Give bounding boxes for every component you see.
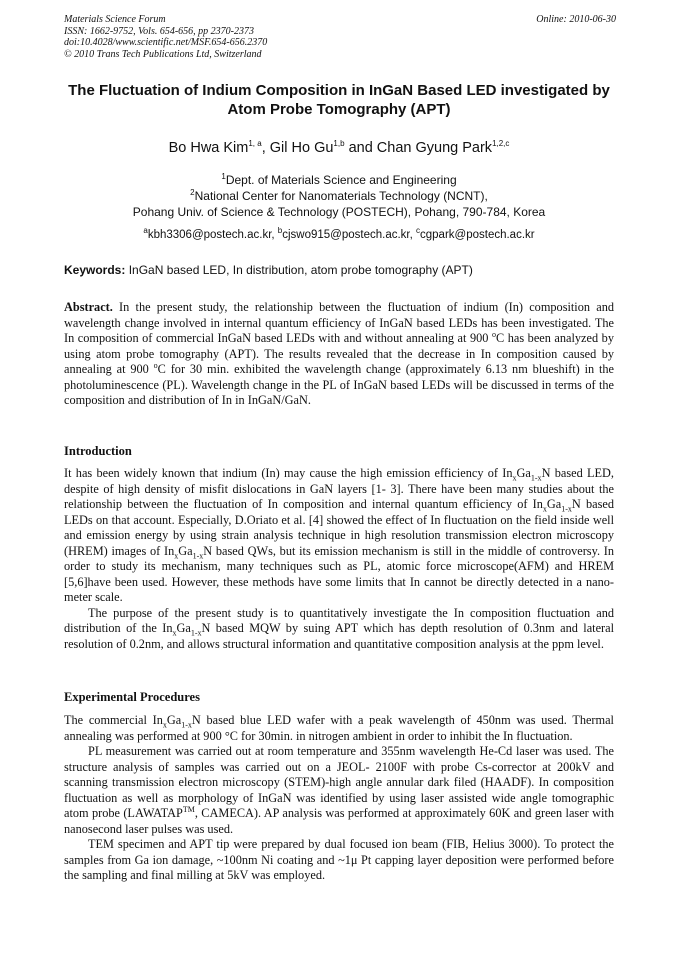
abstract: Abstract. In the present study, the relationship between the fluctuation of indium (In) composition and wavelength change involved in internal quantum efficiency of InGaN based LEDs has been investigated. The In composition of commercial InGaN based LEDs with and without annealing at 900 $^o$C has been analyzed by using atom probe tomography (APT). The results revealed that the decrease in In composition caused by annealing at 900 $^o$C for 30 min. exhibited the wavelength change (approximately 6.13 nm blueshift) in the photoluminescence (PL). Wavelength change in the PL of InGaN based LEDs will be discussed in terms of the composition and distribution of In in InGaN/GaN.: [64, 300, 615, 407]
author-name: , Gil Ho Gu: [261, 140, 334, 156]
author-sup: 1, a: [248, 139, 262, 149]
author-sup: 1,2,c: [492, 139, 510, 149]
affiliation-line: $^1$Dept. of Materials Science and Engineering: [221, 172, 457, 187]
affiliation-line: $^2$National Center for Nanomaterials Technology (NCNT),: [190, 188, 488, 203]
paper-title: The Fluctuation of Indium Composition in InGaN Based LED investigated by Atom Probe Tomography (APT): [68, 82, 610, 118]
experimental-body: [64, 713, 614, 884]
abstract-label: Abstract.: [64, 300, 113, 314]
section-heading-introduction: Introduction: [64, 444, 132, 458]
author-name: Bo Hwa Kim: [168, 140, 249, 156]
keywords-text: InGaN based LED, In distribution, atom probe tomography (APT): [125, 263, 473, 277]
author-name: and Chan Gyung Park: [344, 140, 493, 156]
doi: doi:10.4028/www.scientific.net/MSF.654-656.2370: [64, 37, 268, 48]
paragraph: TEM specimen and APT tip were prepared by dual focused ion beam (FIB, Helius 3000). To protect the samples from Ga ion damage, ~100nm Ni coating and ~1μ Pt capping layer deposition were performed before the sampling and final milling at 5kV was employed.: [64, 837, 614, 882]
affiliations: [50, 172, 628, 220]
affiliation-line: Pohang Univ. of Science & Technology (POSTECH), Pohang, 790-784, Korea: [132, 205, 546, 219]
email-link[interactable]: cgpark@postech.ac.kr: [420, 229, 535, 241]
keywords: [64, 263, 616, 277]
online-date: Online: 2010-06-30: [536, 14, 616, 25]
journal-header: [64, 14, 616, 60]
issn: ISSN: 1662-9752, Vols. 654-656, pp 2370-2373: [64, 25, 254, 37]
journal-name: Materials Science Forum: [64, 14, 166, 25]
paragraph: It has been widely known that indium (In) may cause the high emission efficiency of $In_xGa_{1-x}N$ based LED, despite of high density of misfit dislocations in GaN layers [1- 3]. There have been many studies about the relationship between the fluctuation of In composition and internal quantum efficiency of $In_xGa_{1-x}N$ based LEDs on that account. Especially, D.Oriato et al. [4] showed the effect of In fluctuation on the field inside well and emission energy by using strain analysis technique in high resolution transmission electron microscopy (HREM) images of $In_xGa_{1-x}N$ based QWs, but its emission mechanism is still in the middle of controversy. In order to study its mechanism, many techniques such as PL, atomic force microscope(AFM) and HREM [5,6]have been used. However, these methods have some limits that In cannot be directly detected in a nano-meter scale.: [64, 466, 614, 604]
paragraph: The purpose of the present study is to quantitatively investigate the In composition fluctuation and distribution of the $In_xGa_{1-x}N$ based MQW by suing APT which has depth resolution of 0.3nm and lateral resolution of 0.2nm, and allows structural information and quantitative composition analysis at the ppm level.: [64, 605, 615, 651]
email-link[interactable]: cjswo915@postech.ac.kr,: [282, 229, 417, 241]
section-heading-experimental: Experimental Procedures: [64, 690, 200, 704]
paragraph: PL measurement was carried out at room temperature and 355nm wavelength He-Cd laser was used. The structure analysis of samples was carried out on a JEOL- 2100F with probe Cs-corrector at 200kV and scanning transmission electron microscopy (STEM)-high angle annular dark filed (HAADF). In composition fluctuation as well as morphology of InGaN was identified by using laser assisted wide angle tomographic atom probe (LAWATAP™, CAMECA). AP analysis was performed at approximately 60K and green laser with nanosecond laser pulses was used.: [64, 744, 614, 836]
author-emails: $^a$kbh3306@postech.ac.kr, $^b$cjswo915@postech.ac.kr, $^c$cgpark@postech.ac.kr: [143, 226, 535, 241]
author-sup: 1,b: [333, 139, 345, 149]
email-link[interactable]: kbh3306@postech.ac.kr,: [147, 229, 278, 241]
keywords-label: Keywords:: [64, 263, 126, 277]
author-list: [50, 140, 628, 156]
copyright: © 2010 Trans Tech Publications Ltd, Switzerland: [64, 48, 262, 60]
introduction-body: [64, 466, 614, 652]
paragraph: The commercial $In_xGa_{1-x}N$ based blue LED wafer with a peak wavelength of 450nm was used. Thermal annealing was performed at 900 °C for 30min. in nitrogen ambient in order to inhibit the In fluctuation.: [64, 713, 614, 743]
